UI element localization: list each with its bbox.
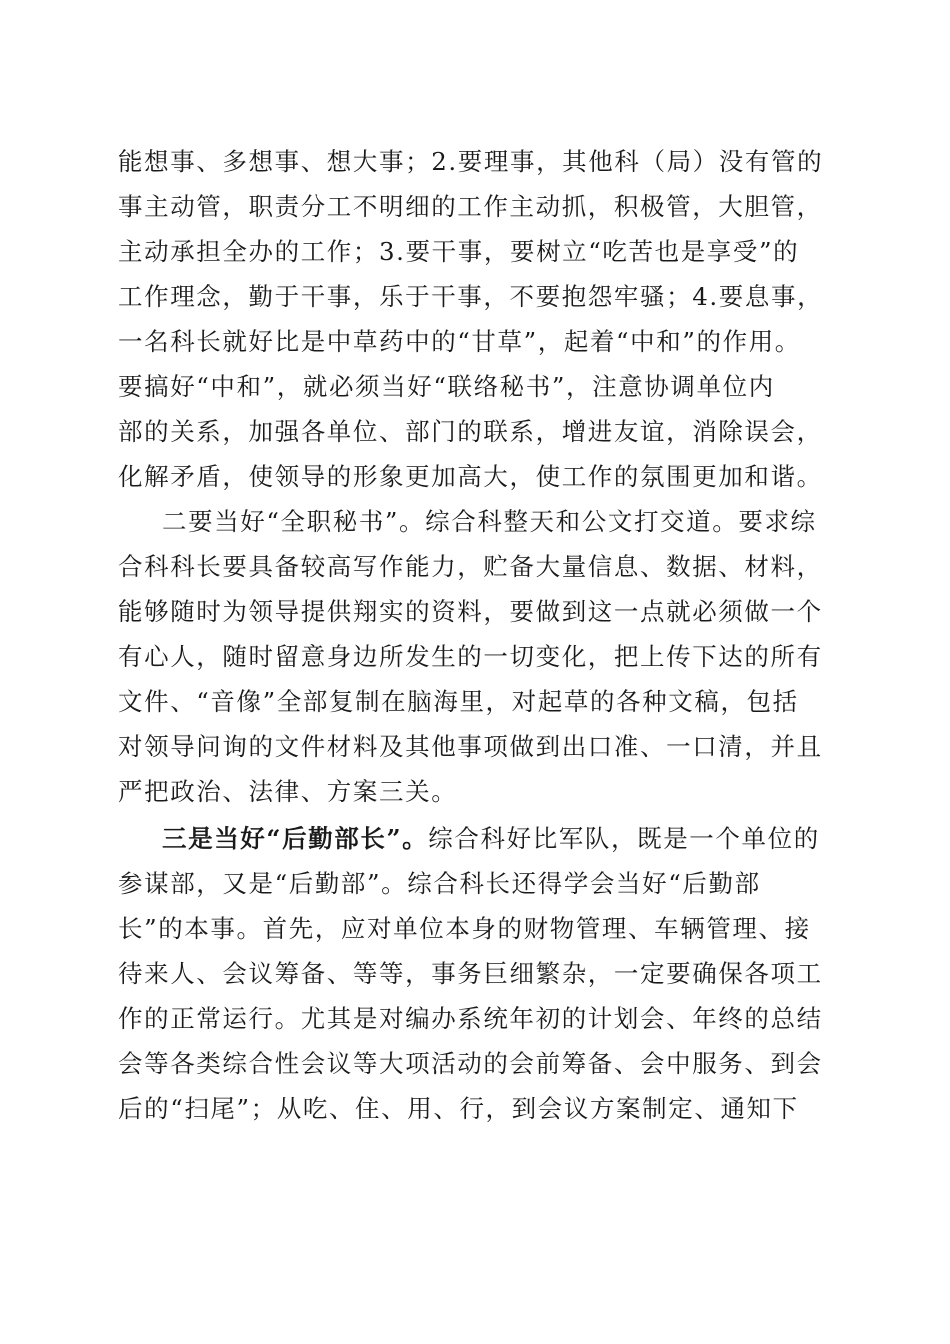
text-line: 对领导问询的文件材料及其他事项做到出口准、一口清，并且 [118,732,823,761]
text-line: 能想事、多想事、想大事；2.要理事，其他科（局）没有管的 [118,147,824,176]
text-line: 后的“扫尾”；从吃、住、用、行，到会议方案制定、通知下 [118,1094,799,1123]
text-line: 事主动管，职责分工不明细的工作主动抓，积极管，大胆管， [118,192,823,221]
text-line: 工作理念，勤于干事，乐于干事，不要抱怨牢骚；4.要息事， [118,282,824,311]
text-line: 合科科长要具备较高写作能力，贮备大量信息、数据、材料， [118,552,823,581]
paragraph-3-text: 综合科好比军队，既是一个单位的 [428,824,820,853]
text-line: 部的关系，加强各单位、部门的联系，增进友谊，消除误会， [118,417,823,446]
text-line: 化解矛盾，使领导的形象更加高大，使工作的氛围更加和谐。 [118,462,823,491]
text-line: 一名科长就好比是中草药中的“甘草”，起着“中和”的作用。 [118,327,801,356]
paragraph-2-first-line: 二要当好“全职秘书”。综合科整天和公文打交道。要求综 [162,507,817,536]
paragraph-3-heading: 三是当好“后勤部长”。 [162,824,429,853]
text-line: 待来人、会议筹备、等等，事务巨细繁杂，一定要确保各项工 [118,959,823,988]
paragraph-3-first-line [118,816,838,861]
text-line: 主动承担全办的工作；3.要干事，要树立“吃苦也是享受”的 [118,237,800,266]
text-line: 文件、“音像”全部复制在脑海里，对起草的各种文稿，包括 [118,687,799,716]
text-line: 要搞好“中和”，就必须当好“联络秘书”，注意协调单位内 [118,372,775,401]
text-line: 参谋部，又是“后勤部”。综合科长还得学会当好“后勤部 [118,869,761,898]
text-line: 会等各类综合性会议等大项活动的会前筹备、会中服务、到会 [118,1049,823,1078]
body-text [118,139,838,1131]
text-line: 长”的本事。首先，应对单位本身的财物管理、车辆管理、接 [118,914,811,943]
text-line: 严把政治、法律、方案三关。 [118,777,458,806]
text-line: 有心人，随时留意身边所发生的一切变化，把上传下达的所有 [118,642,823,671]
text-line: 作的正常运行。尤其是对编办系统年初的计划会、年终的总结 [118,1004,823,1033]
text-line: 能够随时为领导提供翔实的资料，要做到这一点就必须做一个 [118,597,823,626]
